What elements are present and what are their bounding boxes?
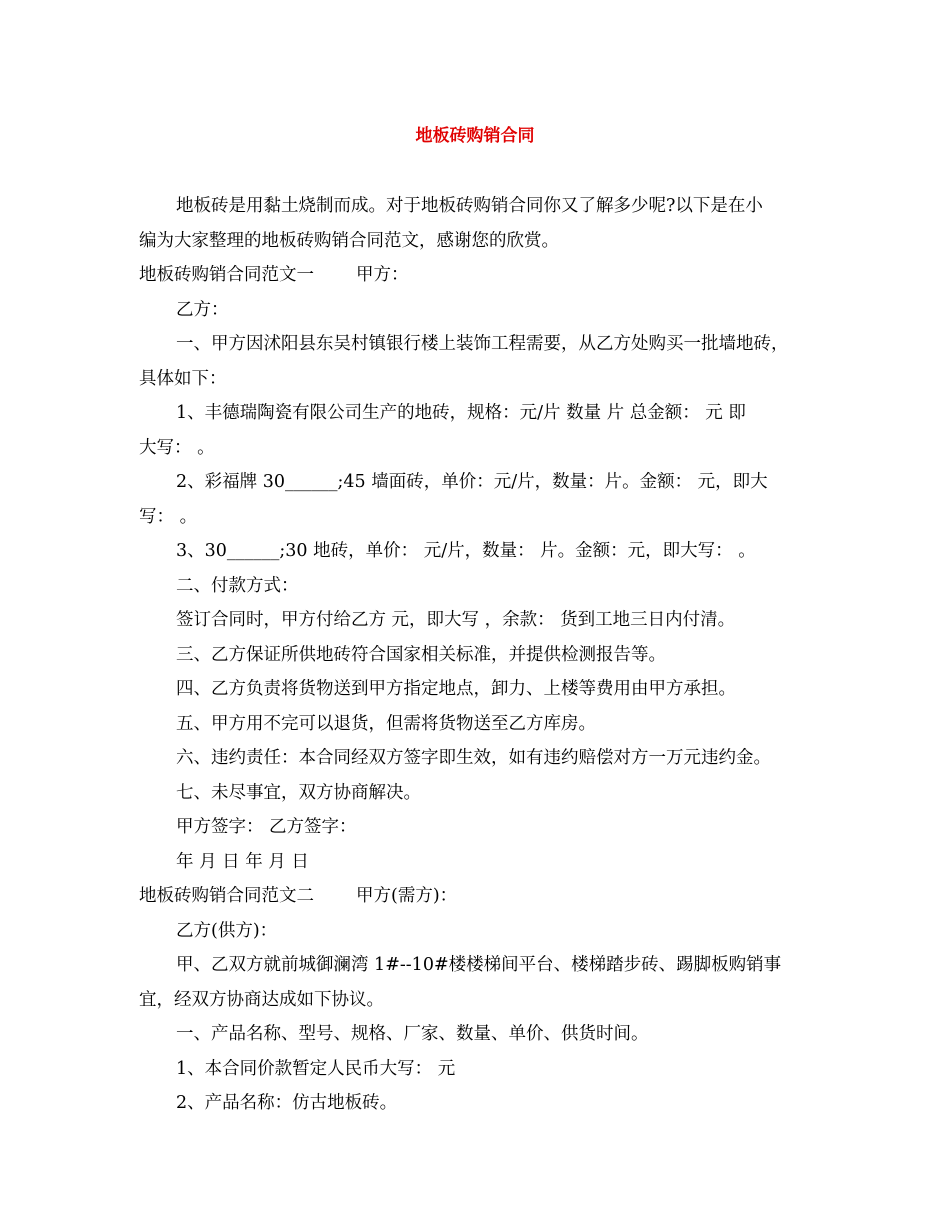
paragraph-line: 写： 。	[139, 506, 198, 527]
paragraph-line: 2、彩福牌 30______;45 墙面砖，单价：元/片，数量：片。金额： 元，即大	[176, 472, 768, 492]
paragraph-line: 四、乙方负责将货物送到甲方指定地点，卸力、上楼等费用由甲方承担。	[176, 679, 736, 699]
paragraph-line: 一、甲方因沭阳县东吴村镇银行楼上装饰工程需要，从乙方处购买一批墙地砖，	[176, 334, 789, 354]
paragraph-line: 三、乙方保证所供地砖符合国家相关标准，并提供检测报告等。	[176, 644, 666, 665]
section-heading-line	[139, 258, 819, 293]
paragraph-line: 七、未尽事宜，双方协商解决。	[176, 782, 421, 803]
paragraph-line: 一、产品名称、型号、规格、厂家、数量、单价、供货时间。	[176, 1024, 649, 1044]
section-heading-line	[139, 879, 819, 914]
paragraph-line: 大写： 。	[139, 437, 215, 458]
paragraph-line: 六、违约责任：本合同经双方签字即生效，如有违约赔偿对方一万元违约金。	[176, 748, 771, 768]
party-b-label: 乙方(供方)：	[176, 920, 278, 941]
paragraph-line: 五、甲方用不完可以退货，但需将货物送至乙方库房。	[176, 713, 596, 734]
paragraph-line: 二、付款方式：	[176, 575, 299, 596]
party-a-label: 甲方(需方)：	[356, 886, 458, 906]
paragraph-line: 签订合同时，甲方付给乙方 元，即大写 ，余款： 货到工地三日内付清。	[176, 610, 736, 630]
paragraph-line: 2、产品名称：仿古地板砖。	[176, 1093, 398, 1113]
paragraph-line: 甲、乙双方就前城御澜湾 1#--10#楼楼梯间平台、楼梯踏步砖、踢脚板购销事	[176, 955, 782, 975]
signature-line: 甲方签字： 乙方签字：	[176, 817, 357, 837]
date-line: 年 月 日 年 月 日	[176, 851, 309, 872]
paragraph-line: 具体如下：	[139, 368, 227, 389]
party-a-label: 甲方：	[356, 265, 409, 285]
paragraph-line: 1、本合同价款暂定人民币大写： 元	[176, 1058, 456, 1079]
section-heading: 地板砖购销合同范文二	[139, 886, 314, 906]
paragraph-line: 3、30______;30 地砖，单价： 元/片，数量： 片。金额：元，即大写： 。	[176, 541, 756, 561]
section-heading: 地板砖购销合同范文一	[139, 265, 314, 285]
paragraph-line: 1、丰德瑞陶瓷有限公司生产的地砖，规格：元/片 数量 片 总金额： 元 即	[176, 403, 746, 423]
paragraph-line: 编为大家整理的地板砖购销合同范文，感谢您的欣赏。	[139, 230, 559, 251]
document-title: 地板砖购销合同	[415, 126, 535, 146]
document-body	[139, 189, 819, 1121]
paragraph-line: 地板砖是用黏土烧制而成。对于地板砖购销合同你又了解多少呢?以下是在小	[176, 196, 763, 216]
party-b-label: 乙方：	[176, 299, 229, 320]
paragraph-line: 宜，经双方协商达成如下协议。	[139, 989, 384, 1010]
